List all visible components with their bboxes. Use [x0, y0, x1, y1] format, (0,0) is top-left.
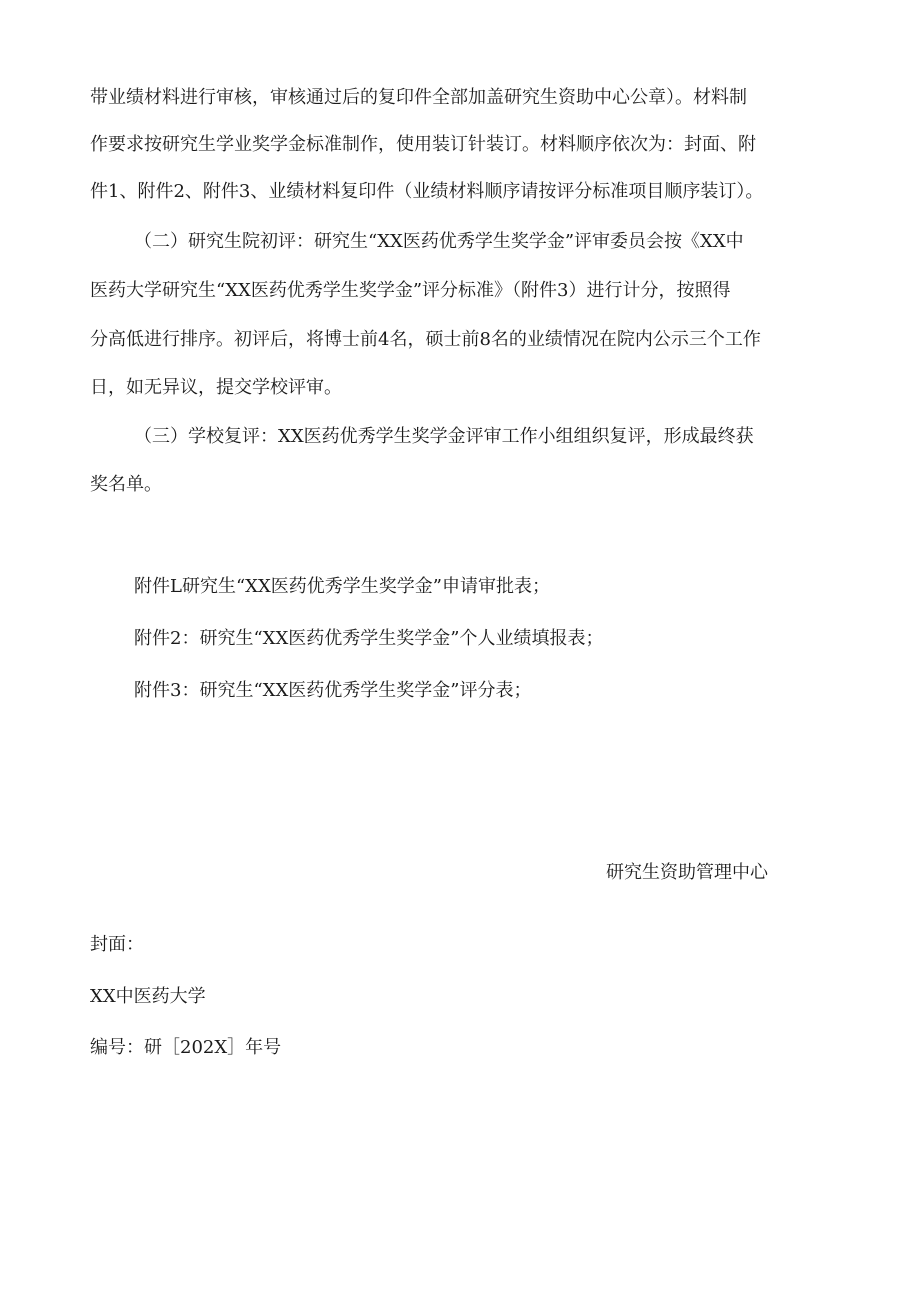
paragraph-2-line-1: （二）研究生院初评：研究生“XX医药优秀学生奖学金”评审委员会按《XX中 — [134, 231, 744, 252]
cover-university: XX中医药大学 — [90, 986, 206, 1007]
attachment-1: 附件L研究生“XX医药优秀学生奖学金”申请审批表； — [134, 576, 550, 597]
cover-number: 编号：研［202X］年号 — [90, 1037, 282, 1058]
attachment-2: 附件2：研究生“XX医药优秀学生奖学金”个人业绩填报表； — [134, 628, 604, 649]
paragraph-2-line-2: 医药大学研究生“XX医药优秀学生奖学金”评分标准》（附件3）进行计分，按照得 — [90, 280, 731, 301]
paragraph-3-line-2: 奖名单。 — [90, 474, 162, 495]
paragraph-2-line-4: 日，如无异议，提交学校评审。 — [90, 377, 342, 398]
paragraph-2-line-3: 分高低进行排序。初评后，将博士前4名，硕士前8名的业绩情况在院内公示三个工作 — [90, 329, 761, 350]
paragraph-1-line-1: 带业绩材料进行审核，审核通过后的复印件全部加盖研究生资助中心公章）。材料制 — [90, 87, 747, 108]
cover-label: 封面： — [90, 934, 144, 955]
paragraph-1-line-3: 件1、附件2、附件3、业绩材料复印件（业绩材料顺序请按评分标准项目顺序装订）。 — [90, 181, 764, 202]
paragraph-1-line-2: 作要求按研究生学业奖学金标准制作，使用装订针装订。材料顺序依次为：封面、附 — [90, 134, 756, 155]
attachment-3: 附件3：研究生“XX医药优秀学生奖学金”评分表； — [134, 680, 532, 701]
paragraph-3-line-1: （三）学校复评：XX医药优秀学生奖学金评审工作小组组织复评，形成最终获 — [134, 426, 754, 447]
signature: 研究生资助管理中心 — [606, 862, 768, 883]
